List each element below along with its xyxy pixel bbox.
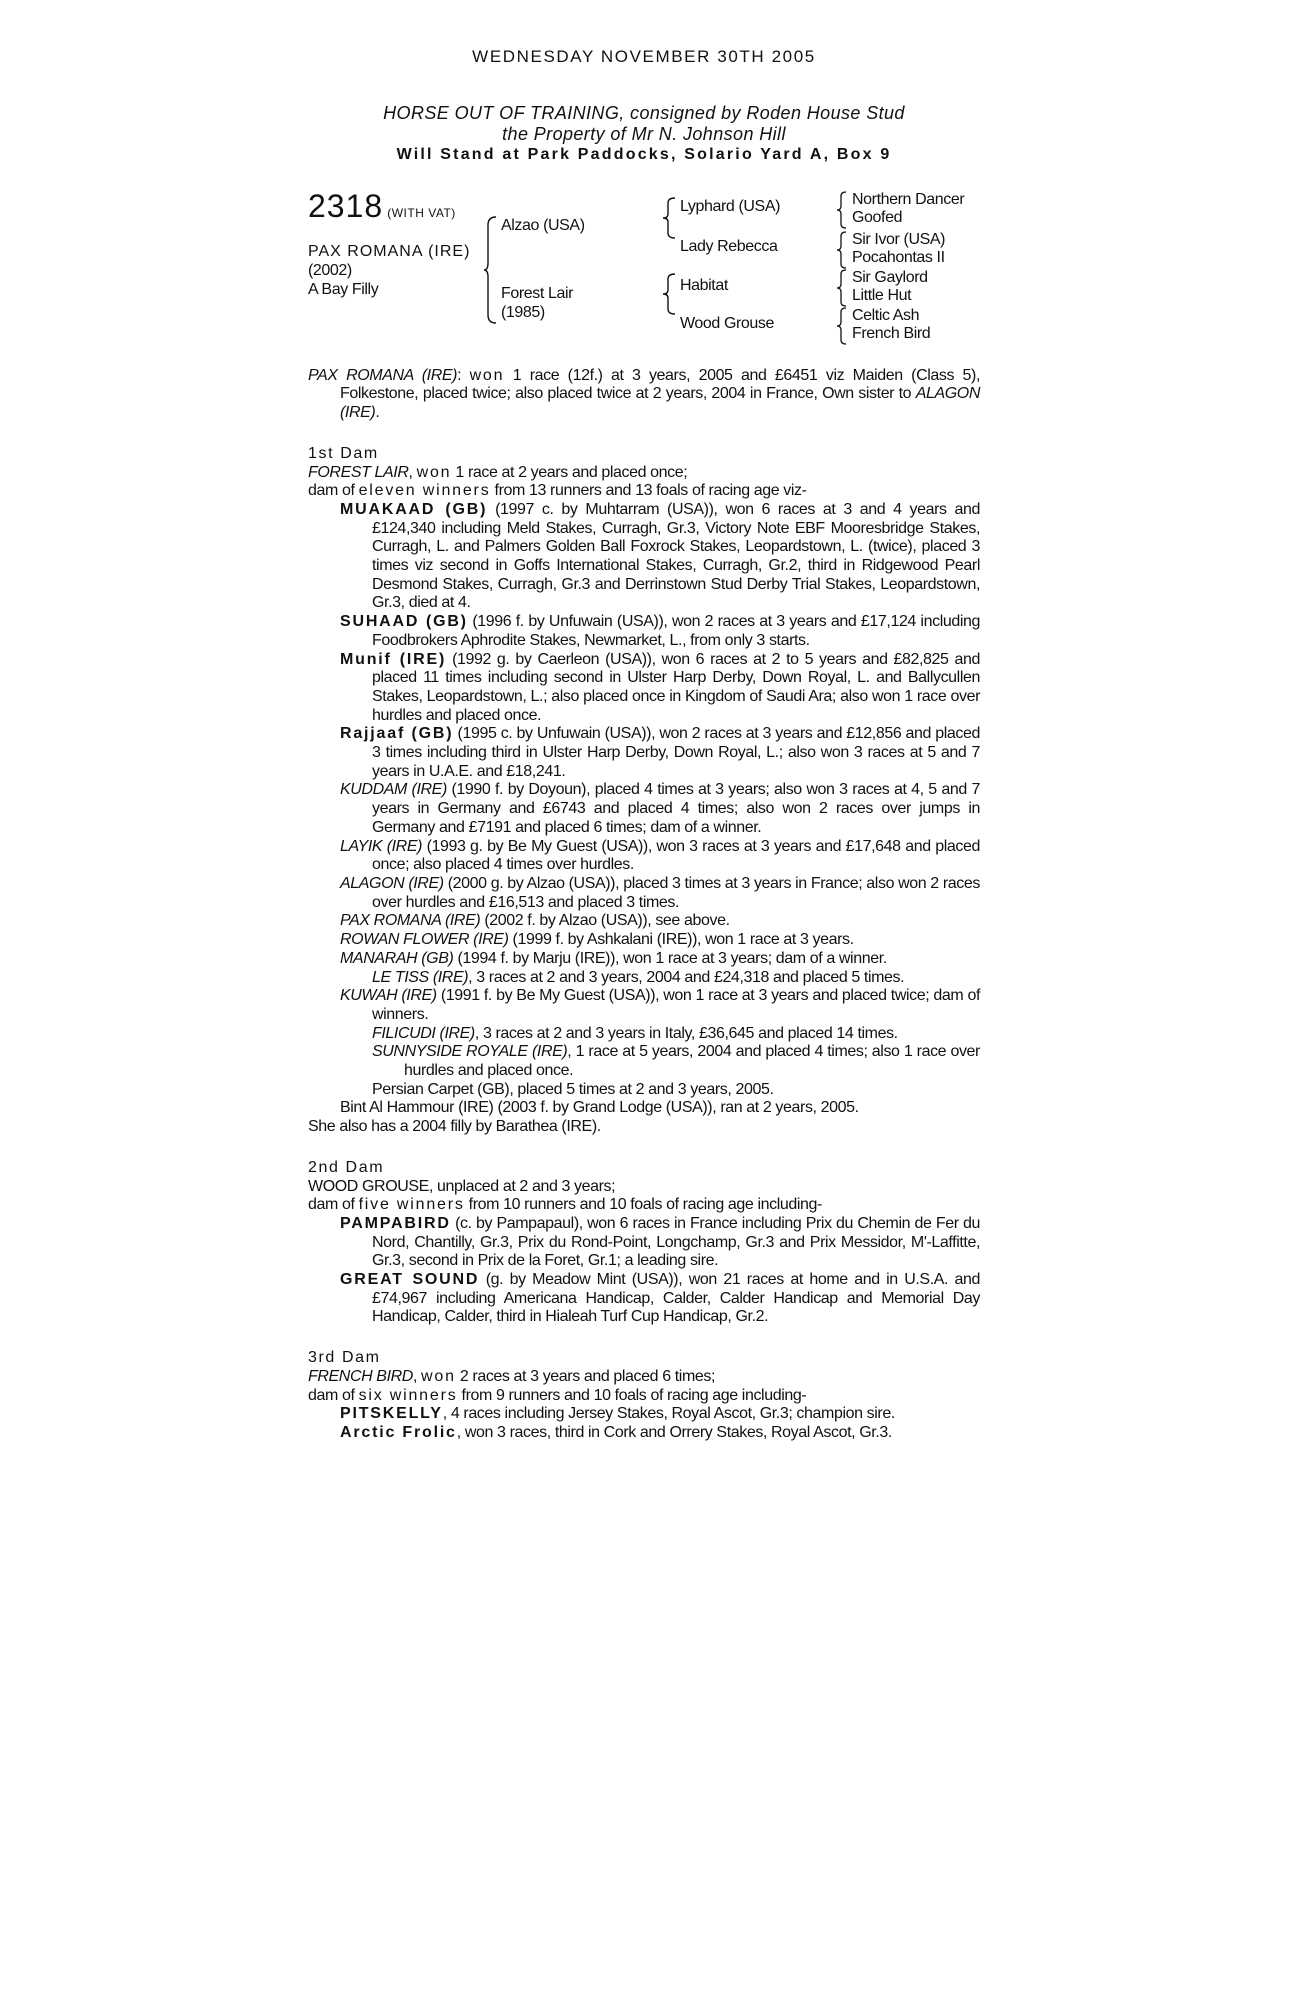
gen3-brace-4 bbox=[836, 307, 848, 345]
intro-horse-name: PAX ROMANA (IRE) bbox=[308, 366, 458, 384]
gen3-sir-ivor: Sir Ivor (USA) bbox=[852, 230, 946, 248]
produce-entry: MUAKAAD (GB) (1997 c. by Muhtarram (USA)), won 6 races at 3 and 4 years and £124,340 including Meld Stakes, Curragh, Gr.3, Victory Note EBF Mooresbridge Stakes, Curragh, L. and Palmers Golden Ball Foxrock Stakes, Leopardstown, L. (twice), placed 3 times viz second in Goffs International Stakes, Curragh, Gr.2, third in Ridgewood Pearl Desmond Stakes, Curragh, Gr.3 and Derrinstown Stud Derby Trial Stakes, Leopardstown, Gr.3, died at 4. bbox=[340, 500, 980, 612]
gen3-brace-3 bbox=[836, 269, 848, 307]
produce-entry: PITSKELLY, 4 races including Jersey Stakes, Royal Ascot, Gr.3; champion sire. bbox=[340, 1405, 895, 1423]
first-dam-dam-of: dam of bbox=[308, 482, 359, 500]
intro-colon: : bbox=[457, 366, 462, 384]
first-dam-name: FOREST LAIR bbox=[308, 463, 409, 481]
dam-dam: Wood Grouse bbox=[680, 314, 775, 332]
sire: Alzao (USA) bbox=[501, 216, 585, 234]
gen3-northern-dancer: Northern Dancer bbox=[852, 190, 965, 208]
produce-entry: PAMPABIRD (c. by Pampapaul), won 6 races in France including Prix du Chemin de Fer du Nord, Chantilly, Gr.3, Prix du Rond-Point, Longchamp, Gr.3 and Prix Messidor, M'-Laffitte, Gr.3, second in Prix de la Foret, Gr.1; a leading sire. bbox=[340, 1214, 980, 1270]
lot-number: 2318 bbox=[308, 187, 384, 224]
first-dam-heading: 1st Dam bbox=[308, 444, 379, 462]
grand-produce-entry: SUNNYSIDE ROYALE (IRE), 1 race at 5 years, 2004 and placed 4 times; also 1 race over hurdles and placed once. bbox=[372, 1043, 980, 1080]
produce-entry: PAX ROMANA (IRE) (2002 f. by Alzao (USA)), see above. bbox=[340, 912, 730, 930]
produce-entry: Rajjaaf (GB) (1995 c. by Unfuwain (USA)), won 2 races at 3 years and £12,856 and placed 3 times including third in Ulster Harp Derby, Down Royal, L.; also won 3 races at 5 and 7 years in U.A.E. and £18,241. bbox=[340, 725, 980, 780]
gen3-goofed: Goofed bbox=[852, 208, 903, 226]
vat-label: (WITH VAT) bbox=[387, 205, 456, 220]
produce-entry: GREAT SOUND (g. by Meadow Mint (USA)), won 21 races at home and in U.S.A. and £74,967 including Americana Handicap, Calder, Calder Handicap and Memorial Day Handicap, Calder, third in Hialeah Turf Cup Handicap, Gr.2. bbox=[340, 1271, 981, 1326]
grand-produce-entry: Persian Carpet (GB), placed 5 times at 2 and 3 years, 2005. bbox=[372, 1080, 774, 1098]
produce-entry: KUWAH (IRE) (1991 f. by Be My Guest (USA)), won 1 race at 3 years and placed twice; dam of winners. bbox=[340, 987, 981, 1023]
first-dam-produce-rest: from 13 runners and 13 foals of racing age viz- bbox=[490, 482, 807, 500]
third-dam-heading: 3rd Dam bbox=[308, 1349, 381, 1367]
sale-date: WEDNESDAY NOVEMBER 30TH 2005 bbox=[472, 47, 816, 66]
first-dam-section bbox=[308, 445, 980, 1137]
second-dam-produce-line: dam of five winners from 10 runners and 10 foals of racing age including- bbox=[308, 1196, 822, 1214]
pedigree-brace bbox=[484, 215, 498, 325]
second-dam-section bbox=[308, 1159, 980, 1327]
first-dam-comma: , bbox=[408, 463, 413, 481]
gen3-sir-gaylord: Sir Gaylord bbox=[852, 268, 928, 286]
first-dam-won: won bbox=[416, 463, 452, 481]
dam-sire: Habitat bbox=[680, 276, 728, 294]
intro-sister: ALAGON (IRE) bbox=[340, 385, 980, 422]
produce-entry: SUHAAD (GB) (1996 f. by Unfuwain (USA)), won 2 races at 3 years and £17,124 including Foodbrokers Aphrodite Stakes, Newmarket, L., from only 3 starts. bbox=[340, 613, 980, 649]
foaling-year: (2002) bbox=[308, 261, 352, 279]
produce-entry: KUDDAM (IRE) (1990 f. by Doyoun), placed 4 times at 3 years; also won 3 races at 4, 5 and 7 years in Germany and £6743 and placed 4 times; also won 2 races over jumps in Germany and £7191 and placed 6 times; dam of a winner. bbox=[340, 781, 980, 836]
gen3-celtic-ash: Celtic Ash bbox=[852, 306, 920, 324]
second-dam-line: WOOD GROUSE, unplaced at 2 and 3 years; bbox=[308, 1177, 616, 1195]
produce-entry: LAYIK (IRE) (1993 g. by Be My Guest (USA)), won 3 races at 3 years and £17,648 and placed once; also placed 4 times over hurdles. bbox=[340, 837, 980, 874]
horse-description: A Bay Filly bbox=[308, 280, 379, 298]
third-dam-winners: six winners bbox=[358, 1386, 458, 1404]
third-dam-section bbox=[308, 1349, 980, 1443]
intro-text: 1 race (12f.) at 3 years, 2005 and £6451 viz Maiden (Class 5), Folkestone, placed twice; also placed twice at 2 years, 2004 in France, Own sister to bbox=[340, 366, 981, 403]
grand-produce-entry: LE TISS (IRE), 3 races at 2 and 3 years, 2004 and £24,318 and placed 5 times. bbox=[372, 968, 905, 986]
second-dam-winners: five winners bbox=[358, 1196, 465, 1214]
sire-sire: Lyphard (USA) bbox=[680, 197, 781, 215]
gen3-pocahontas: Pocahontas II bbox=[852, 248, 945, 266]
produce-entry: ROWAN FLOWER (IRE) (1999 f. by Ashkalani (IRE)), won 1 race at 3 years. bbox=[340, 931, 854, 949]
first-dam-text: 1 race at 2 years and placed once; bbox=[451, 463, 688, 481]
horse-name: PAX ROMANA (IRE) bbox=[308, 242, 471, 260]
third-dam-line: FRENCH BIRD, won 2 races at 3 years and placed 6 times; bbox=[308, 1367, 716, 1385]
grand-produce-entry: FILICUDI (IRE), 3 races at 2 and 3 years in Italy, £36,645 and placed 14 times. bbox=[372, 1024, 898, 1042]
property-line: the Property of Mr N. Johnson Hill bbox=[502, 123, 786, 144]
produce-entry: Munif (IRE) (1992 g. by Caerleon (USA)), won 6 races at 2 to 5 years and £82,825 and placed 11 times including second in Ulster Harp Derby, Down Royal, L. and Ballycullen Stakes, Leopardstown, L.; also placed once in Kingdom of Saudi Ara; also won 1 race over hurdles and placed once. bbox=[340, 650, 980, 724]
produce-entry: MANARAH (GB) (1994 f. by Marju (IRE)), won 1 race at 3 years; dam of a winner. bbox=[340, 949, 887, 967]
dam: Forest Lair bbox=[501, 284, 574, 302]
dam-year: (1985) bbox=[501, 303, 545, 321]
race-record bbox=[308, 367, 980, 423]
first-dam-line bbox=[308, 464, 980, 483]
first-dam-winners: eleven winners bbox=[358, 482, 491, 500]
first-dam-produce-line bbox=[308, 482, 980, 501]
lot-number-group bbox=[308, 187, 456, 224]
gen3-brace-1 bbox=[836, 191, 848, 229]
pedigree-table bbox=[308, 187, 980, 353]
gen3-french-bird: French Bird bbox=[852, 324, 931, 342]
gen3-little-hut: Little Hut bbox=[852, 286, 912, 304]
sire-brace bbox=[663, 197, 677, 239]
dam-brace bbox=[663, 273, 677, 315]
sire-dam: Lady Rebecca bbox=[680, 237, 778, 255]
first-dam-note: She also has a 2004 filly by Barathea (IRE). bbox=[308, 1118, 601, 1136]
produce-entry: Bint Al Hammour (IRE) (2003 f. by Grand Lodge (USA)), ran at 2 years, 2005. bbox=[340, 1099, 859, 1117]
gen3-brace-2 bbox=[836, 231, 848, 269]
consignor-line: HORSE OUT OF TRAINING, consigned by Roden House Stud bbox=[383, 102, 905, 123]
intro-end: . bbox=[375, 404, 380, 422]
stand-location: Will Stand at Park Paddocks, Solario Yard A, Box 9 bbox=[396, 145, 892, 163]
second-dam-heading: 2nd Dam bbox=[308, 1158, 385, 1176]
third-dam-produce-line: dam of six winners from 9 runners and 10 foals of racing age including- bbox=[308, 1386, 807, 1404]
catalogue-page bbox=[308, 48, 980, 1443]
produce-entry: Arctic Frolic, won 3 races, third in Cork and Orrery Stakes, Royal Ascot, Gr.3. bbox=[340, 1423, 892, 1441]
produce-entry: ALAGON (IRE) (2000 g. by Alzao (USA)), placed 3 times at 3 years in France; also won 2 races over hurdles and £16,513 and placed 3 times. bbox=[340, 874, 980, 911]
intro-won: won bbox=[469, 366, 505, 384]
